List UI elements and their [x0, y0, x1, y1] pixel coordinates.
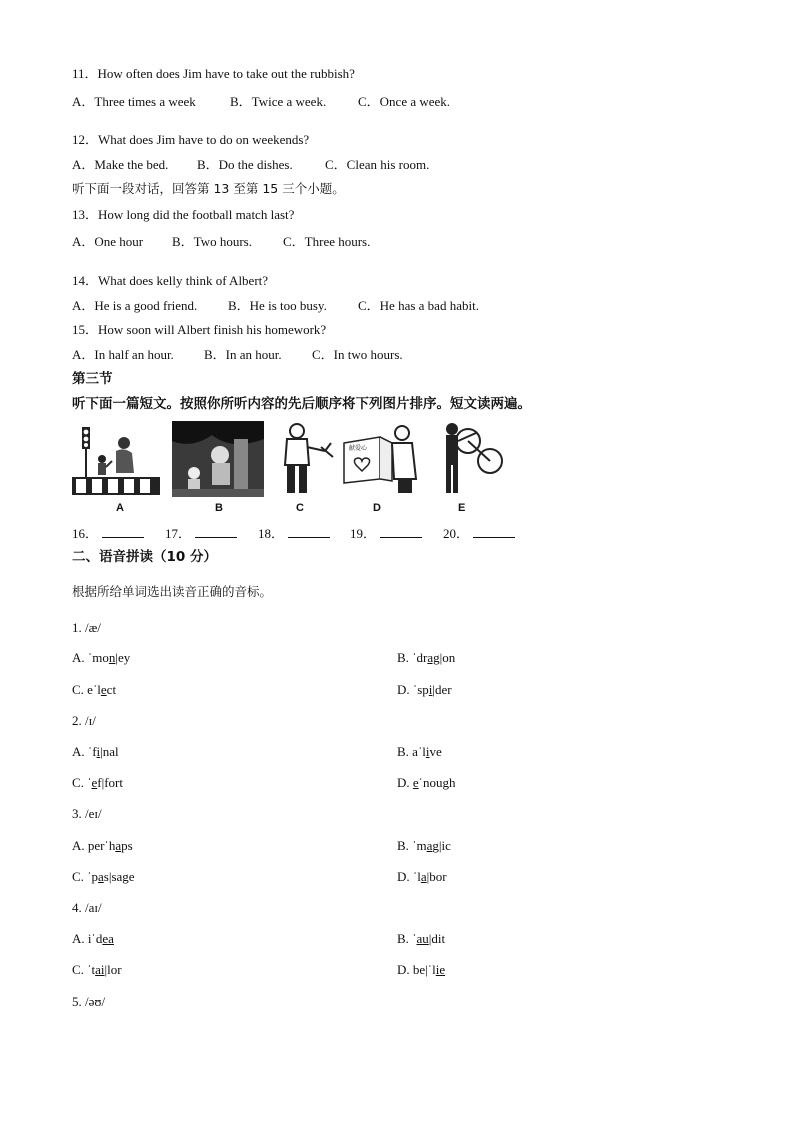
- q12-option-a[interactable]: A．Make the bed.: [72, 157, 169, 172]
- phonetic-q4-option-b[interactable]: B. ˈau|dit: [397, 931, 446, 946]
- q15-question: 15．How soon will Albert finish his homework?: [72, 322, 327, 337]
- picture-label-a: A: [116, 502, 124, 514]
- q13-option-c[interactable]: C．Three hours.: [283, 234, 371, 249]
- phonetic-q2-option-d[interactable]: D. eˈnough: [397, 775, 456, 790]
- phonetic-q2-symbol: 2. /ɪ/: [72, 713, 96, 728]
- phonetic-q3-option-d[interactable]: D. ˈla|bor: [397, 869, 447, 884]
- blank-label-20: 20．: [443, 526, 470, 541]
- phonetic-q2-option-a[interactable]: A. ˈfi|nal: [72, 744, 119, 759]
- q13-options: [72, 234, 370, 250]
- q12-option-b[interactable]: B．Do the dishes.: [197, 157, 293, 172]
- picture-e-bicycle: [436, 421, 504, 497]
- phonetic-q4-option-a[interactable]: A. iˈdea: [72, 931, 114, 946]
- q11-option-c[interactable]: C．Once a week.: [358, 94, 451, 109]
- blank-label-19: 19．: [350, 526, 377, 541]
- phonetic-q3-option-c[interactable]: C. ˈpas|sage: [72, 869, 135, 884]
- phonetic-q3-option-a[interactable]: A. perˈhaps: [72, 838, 133, 853]
- picture-b-tree: [172, 421, 264, 497]
- blank-label-18: 18．: [258, 526, 285, 541]
- blank-label-17: 17．: [165, 526, 192, 541]
- donation-box-text: 献爱心: [349, 445, 368, 452]
- q14-option-a[interactable]: A．He is a good friend.: [72, 298, 198, 313]
- part2-title: 二、语音拼读（10 分）: [72, 549, 217, 565]
- picture-label-e: E: [458, 502, 466, 514]
- phonetic-q1-option-c[interactable]: C. eˈlect: [72, 682, 117, 697]
- phonetic-q3-option-b[interactable]: B. ˈmag|ic: [397, 838, 451, 853]
- q15-option-c[interactable]: C．In two hours.: [312, 347, 403, 362]
- phonetic-q1-option-a[interactable]: A. ˈmon|ey: [72, 650, 131, 665]
- q14-option-b[interactable]: B．He is too busy.: [228, 298, 327, 313]
- q15-option-b[interactable]: B．In an hour.: [204, 347, 282, 362]
- blank-19[interactable]: [380, 525, 422, 538]
- phonetic-q4-option-d[interactable]: D. be|ˈlie: [397, 962, 446, 977]
- order-blanks: [72, 525, 515, 542]
- phonetic-q1-symbol: 1. /æ/: [72, 620, 101, 635]
- q11-option-b[interactable]: B．Twice a week.: [230, 94, 327, 109]
- instruction-13-15: 听下面一段对话，回答第 13 至第 15 三个小题。: [72, 181, 345, 196]
- q11-options: [72, 94, 450, 110]
- q15-option-a[interactable]: A．In half an hour.: [72, 347, 174, 362]
- picture-label-b: B: [215, 502, 223, 514]
- blank-18[interactable]: [288, 525, 330, 538]
- q13-option-a[interactable]: A．One hour: [72, 234, 144, 249]
- phonetic-q2-option-c[interactable]: C. ˈef|fort: [72, 775, 123, 790]
- q11-question: 11．How often does Jim have to take out the rubbish?: [72, 66, 355, 81]
- phonetic-q2-option-b[interactable]: B. aˈlive: [397, 744, 442, 759]
- picture-label-d: D: [373, 502, 381, 514]
- phonetic-q5-symbol: 5. /əʊ/: [72, 994, 106, 1009]
- q12-question: 12．What does Jim have to do on weekends?: [72, 132, 310, 147]
- picture-d-donation-box: [340, 421, 420, 497]
- q14-options: [72, 298, 479, 314]
- picture-c-man: [277, 421, 335, 497]
- q12-option-c[interactable]: C．Clean his room.: [325, 157, 430, 172]
- section3-instruction: 听下面一篇短文。按照你所听内容的先后顺序将下列图片排序。短文读两遍。: [72, 396, 531, 412]
- picture-label-c: C: [296, 502, 304, 514]
- q13-question: 13．How long did the football match last?: [72, 207, 295, 222]
- blank-17[interactable]: [195, 525, 237, 538]
- blank-16[interactable]: [102, 525, 144, 538]
- picture-a-crossing: [72, 421, 160, 497]
- phonetic-q4-option-c[interactable]: C. ˈtai|lor: [72, 962, 122, 977]
- blank-label-16: 16．: [72, 526, 99, 541]
- part2-instruction: 根据所给单词选出读音正确的音标。: [72, 584, 273, 599]
- q15-options: [72, 347, 403, 363]
- q12-options: [72, 157, 429, 173]
- phonetic-q3-symbol: 3. /eɪ/: [72, 806, 102, 821]
- blank-20[interactable]: [473, 525, 515, 538]
- q14-question: 14．What does kelly think of Albert?: [72, 273, 269, 288]
- phonetic-q4-symbol: 4. /aɪ/: [72, 900, 102, 915]
- section3-title: 第三节: [72, 371, 113, 387]
- q14-option-c[interactable]: C．He has a bad habit.: [358, 298, 479, 313]
- phonetic-q1-option-d[interactable]: D. ˈspi|der: [397, 682, 452, 697]
- q13-option-b[interactable]: B．Two hours.: [172, 234, 252, 249]
- q11-option-a[interactable]: A．Three times a week: [72, 94, 196, 109]
- phonetic-q1-option-b[interactable]: B. ˈdrag|on: [397, 650, 456, 665]
